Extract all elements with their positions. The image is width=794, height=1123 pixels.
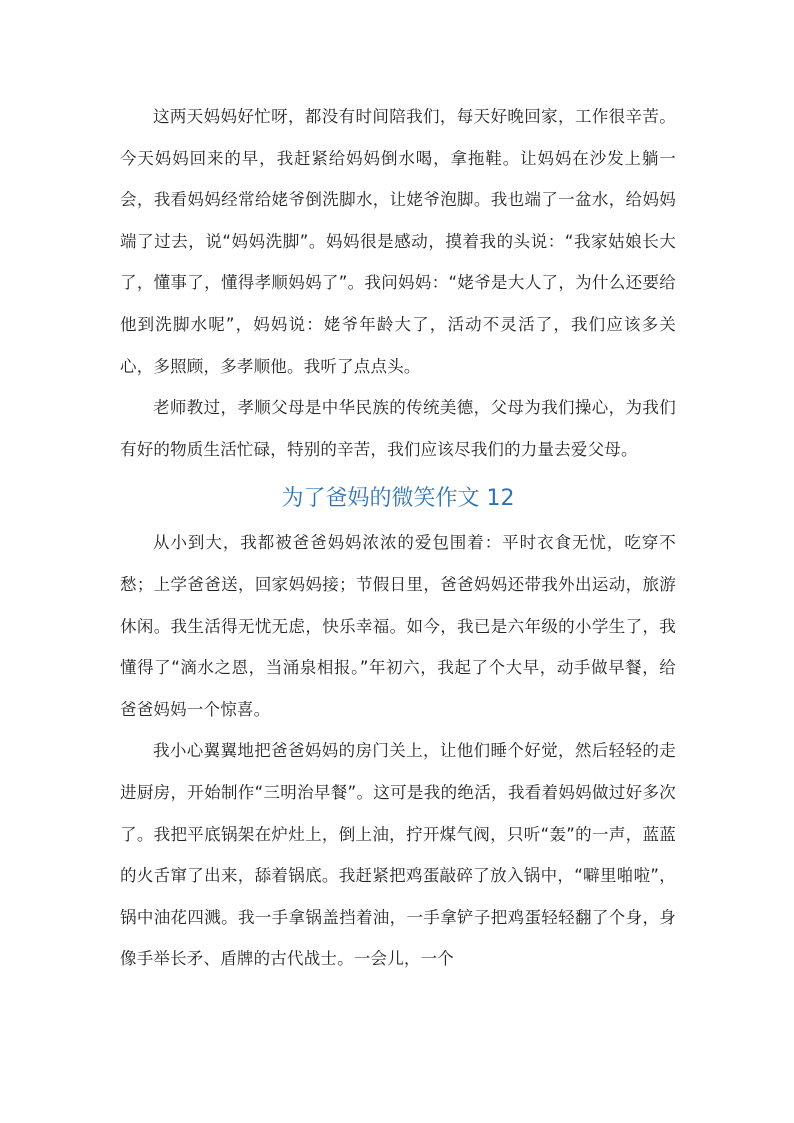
document-page — [120, 96, 676, 980]
paragraph-4: 我小心翼翼地把爸爸妈妈的房门关上，让他们睡个好觉，然后轻轻的走进厨房，开始制作“三明治早餐”。这可是我的绝活，我看着妈妈做过好多次了。我把平底锅架在炉灶上，倒上油，拧开煤气阀，只听“轰”的一声，蓝蓝的火舌窜了出来，舔着锅底。我赶紧把鸡蛋敲碎了放入锅中，“噼里啪啦”，锅中油花四溅。我一手拿锅盖挡着油，一手拿铲子把鸡蛋轻轻翻了个身，身像手举长矛、盾牌的古代战士。一会儿，一个 — [120, 741, 676, 969]
section-heading: 为了爸妈的微笑作文 12 — [281, 486, 515, 512]
paragraph-2: 老师教过，孝顺父母是中华民族的传统美德，父母为我们操心，为我们有好的物质生活忙碌，特别的辛苦，我们应该尽我们的力量去爱父母。 — [120, 398, 676, 459]
paragraph-3: 从小到大，我都被爸爸妈妈浓浓的爱包围着：平时衣食无忧，吃穿不愁；上学爸爸送，回家妈妈接；节假日里，爸爸妈妈还带我外出运动，旅游休闲。我生活得无忧无虑，快乐幸福。如今，我已是六年级的小学生了，我懂得了“滴水之恩，当涌泉相报。”年初六，我起了个大早，动手做早餐，给爸爸妈妈一个惊喜。 — [120, 533, 676, 719]
paragraph-1: 这两天妈妈好忙呀，都没有时间陪我们，每天好晚回家，工作很辛苦。今天妈妈回来的早，我赶紧给妈妈倒水喝，拿拖鞋。让妈妈在沙发上躺一会，我看妈妈经常给姥爷倒洗脚水，让姥爷泡脚。我也端了一盆水，给妈妈端了过去，说“妈妈洗脚”。妈妈很是感动，摸着我的头说：“我家姑娘长大了，懂事了，懂得孝顺妈妈了”。我问妈妈：“姥爷是大人了，为什么还要给他到洗脚水呢”，妈妈说：姥爷年龄大了，活动不灵活了，我们应该多关心，多照顾，多孝顺他。我听了点点头。 — [120, 107, 676, 376]
